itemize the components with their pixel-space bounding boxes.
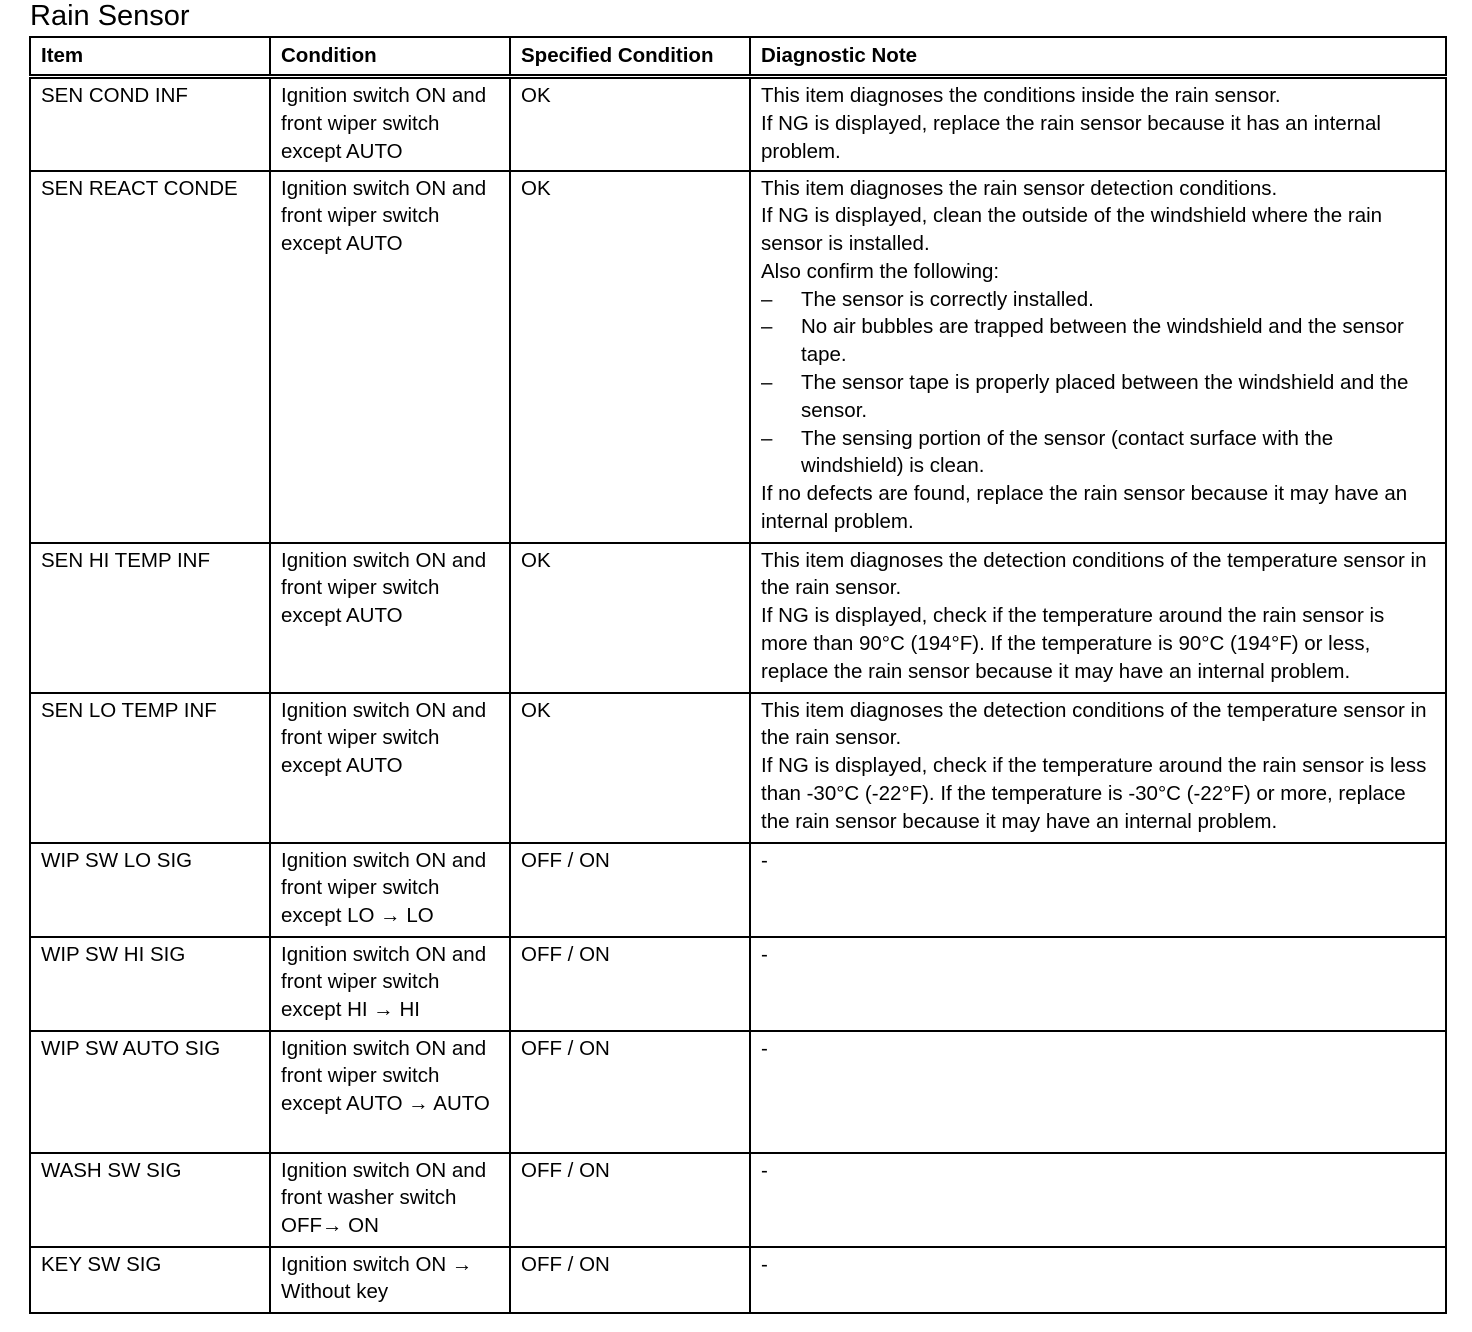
specified-condition-cell: OFF / ON [510,1247,750,1313]
dash-bullet-icon: – [761,315,773,339]
diagnostic-note-cell [750,1247,1446,1313]
note-line: This item diagnoses the conditions inside the rain sensor. [761,84,1281,107]
table-row [30,1031,1446,1153]
note-line: - [761,942,768,966]
condition-cell: Ignition switch ON and front wiper switch except AUTO → AUTO [270,1031,510,1153]
note-line: This item diagnoses the detection conditions of the temperature sensor in the rain sensor. [761,548,1427,600]
note-bullet [761,313,1435,369]
table-row [30,843,1446,937]
table-row [30,77,1446,171]
condition-cell: Ignition switch ON and front wiper switch except AUTO [270,77,510,171]
note-bullet [761,286,1435,314]
condition-cell: Ignition switch ON and front washer switch OFF→ ON [270,1153,510,1247]
page-title: Rain Sensor [30,0,190,32]
note-bullet [761,369,1435,425]
note-line: - [761,1158,768,1182]
diagnostic-note-cell [750,1153,1446,1247]
table-row [30,171,1446,543]
table-row [30,1153,1446,1247]
item-cell: WIP SW HI SIG [30,937,270,1031]
dash-bullet-icon: – [761,371,773,395]
header-specified-condition: Specified Condition [510,37,750,77]
table-body [30,77,1446,1313]
specified-condition-cell: OFF / ON [510,937,750,1031]
diagnostic-note-cell [750,1031,1446,1153]
condition-cell: Ignition switch ON and front wiper switch except HI → HI [270,937,510,1031]
item-cell: SEN COND INF [30,77,270,171]
table-row [30,937,1446,1031]
rain-sensor-table [29,36,1447,1314]
condition-cell: Ignition switch ON and front wiper switch except AUTO [270,171,510,543]
specified-condition-cell: OFF / ON [510,1031,750,1153]
header-diagnostic-note: Diagnostic Note [750,37,1446,77]
specified-condition-cell: OK [510,543,750,693]
diagnostic-note-cell [750,77,1446,171]
note-line: If NG is displayed, clean the outside of the windshield where the rain sensor is installed. [761,204,1383,256]
note-bullet-text: The sensing portion of the sensor (contact surface with the windshield) is clean. [801,426,1334,478]
header-row [30,37,1446,77]
note-line: If NG is displayed, replace the rain sensor because it has an internal problem. [761,111,1381,163]
item-cell: WASH SW SIG [30,1153,270,1247]
specified-condition-cell: OK [510,77,750,171]
item-cell: SEN HI TEMP INF [30,543,270,693]
note-bullet-text: The sensor is correctly installed. [801,287,1094,311]
note-bullet [761,425,1435,481]
note-line: - [761,1252,768,1276]
condition-cell: Ignition switch ON and front wiper switch except LO → LO [270,843,510,937]
note-line: Also confirm the following: [761,259,1000,283]
item-cell: SEN LO TEMP INF [30,693,270,843]
header-item: Item [30,37,270,77]
note-bullet-text: The sensor tape is properly placed between the windshield and the sensor. [801,371,1409,422]
diagnostic-note-cell [750,937,1446,1031]
condition-cell: Ignition switch ON → Without key [270,1247,510,1313]
specified-condition-cell: OK [510,693,750,843]
note-bullet-text: No air bubbles are trapped between the windshield and the sensor tape. [801,315,1404,367]
diagnostic-note-cell [750,171,1446,543]
table-row [30,693,1446,843]
specified-condition-cell: OFF / ON [510,1153,750,1247]
item-cell: SEN REACT CONDE [30,171,270,543]
specified-condition-cell: OK [510,171,750,543]
item-cell: KEY SW SIG [30,1247,270,1313]
note-line: - [761,1036,768,1060]
note-line: If NG is displayed, check if the temperature around the rain sensor is less than -30°C (-22°F). If the temperature is -30°C (-22°F) or more, replace the rain sensor because it may have an internal problem. [761,754,1427,833]
note-line: - [761,848,768,872]
note-line: This item diagnoses the detection conditions of the temperature sensor in the rain sensor. [761,698,1427,750]
dash-bullet-icon: – [761,287,773,311]
note-line: This item diagnoses the rain sensor detection conditions. [761,176,1278,200]
item-cell: WIP SW LO SIG [30,843,270,937]
condition-cell: Ignition switch ON and front wiper switch except AUTO [270,693,510,843]
note-tail: If no defects are found, replace the rain sensor because it may have an internal problem. [761,482,1408,534]
diagnostic-note-cell [750,693,1446,843]
header-condition: Condition [270,37,510,77]
diagnostic-note-cell [750,843,1446,937]
table-row [30,543,1446,693]
diagnostic-note-cell [750,543,1446,693]
note-line: If NG is displayed, check if the temperature around the rain sensor is more than 90°C (194°F). If the temperature is 90°C (194°F) or less, replace the rain sensor because it may have an internal problem. [761,604,1385,683]
table-row [30,1247,1446,1313]
item-cell: WIP SW AUTO SIG [30,1031,270,1153]
condition-cell: Ignition switch ON and front wiper switch except AUTO [270,543,510,693]
specified-condition-cell: OFF / ON [510,843,750,937]
dash-bullet-icon: – [761,426,773,450]
